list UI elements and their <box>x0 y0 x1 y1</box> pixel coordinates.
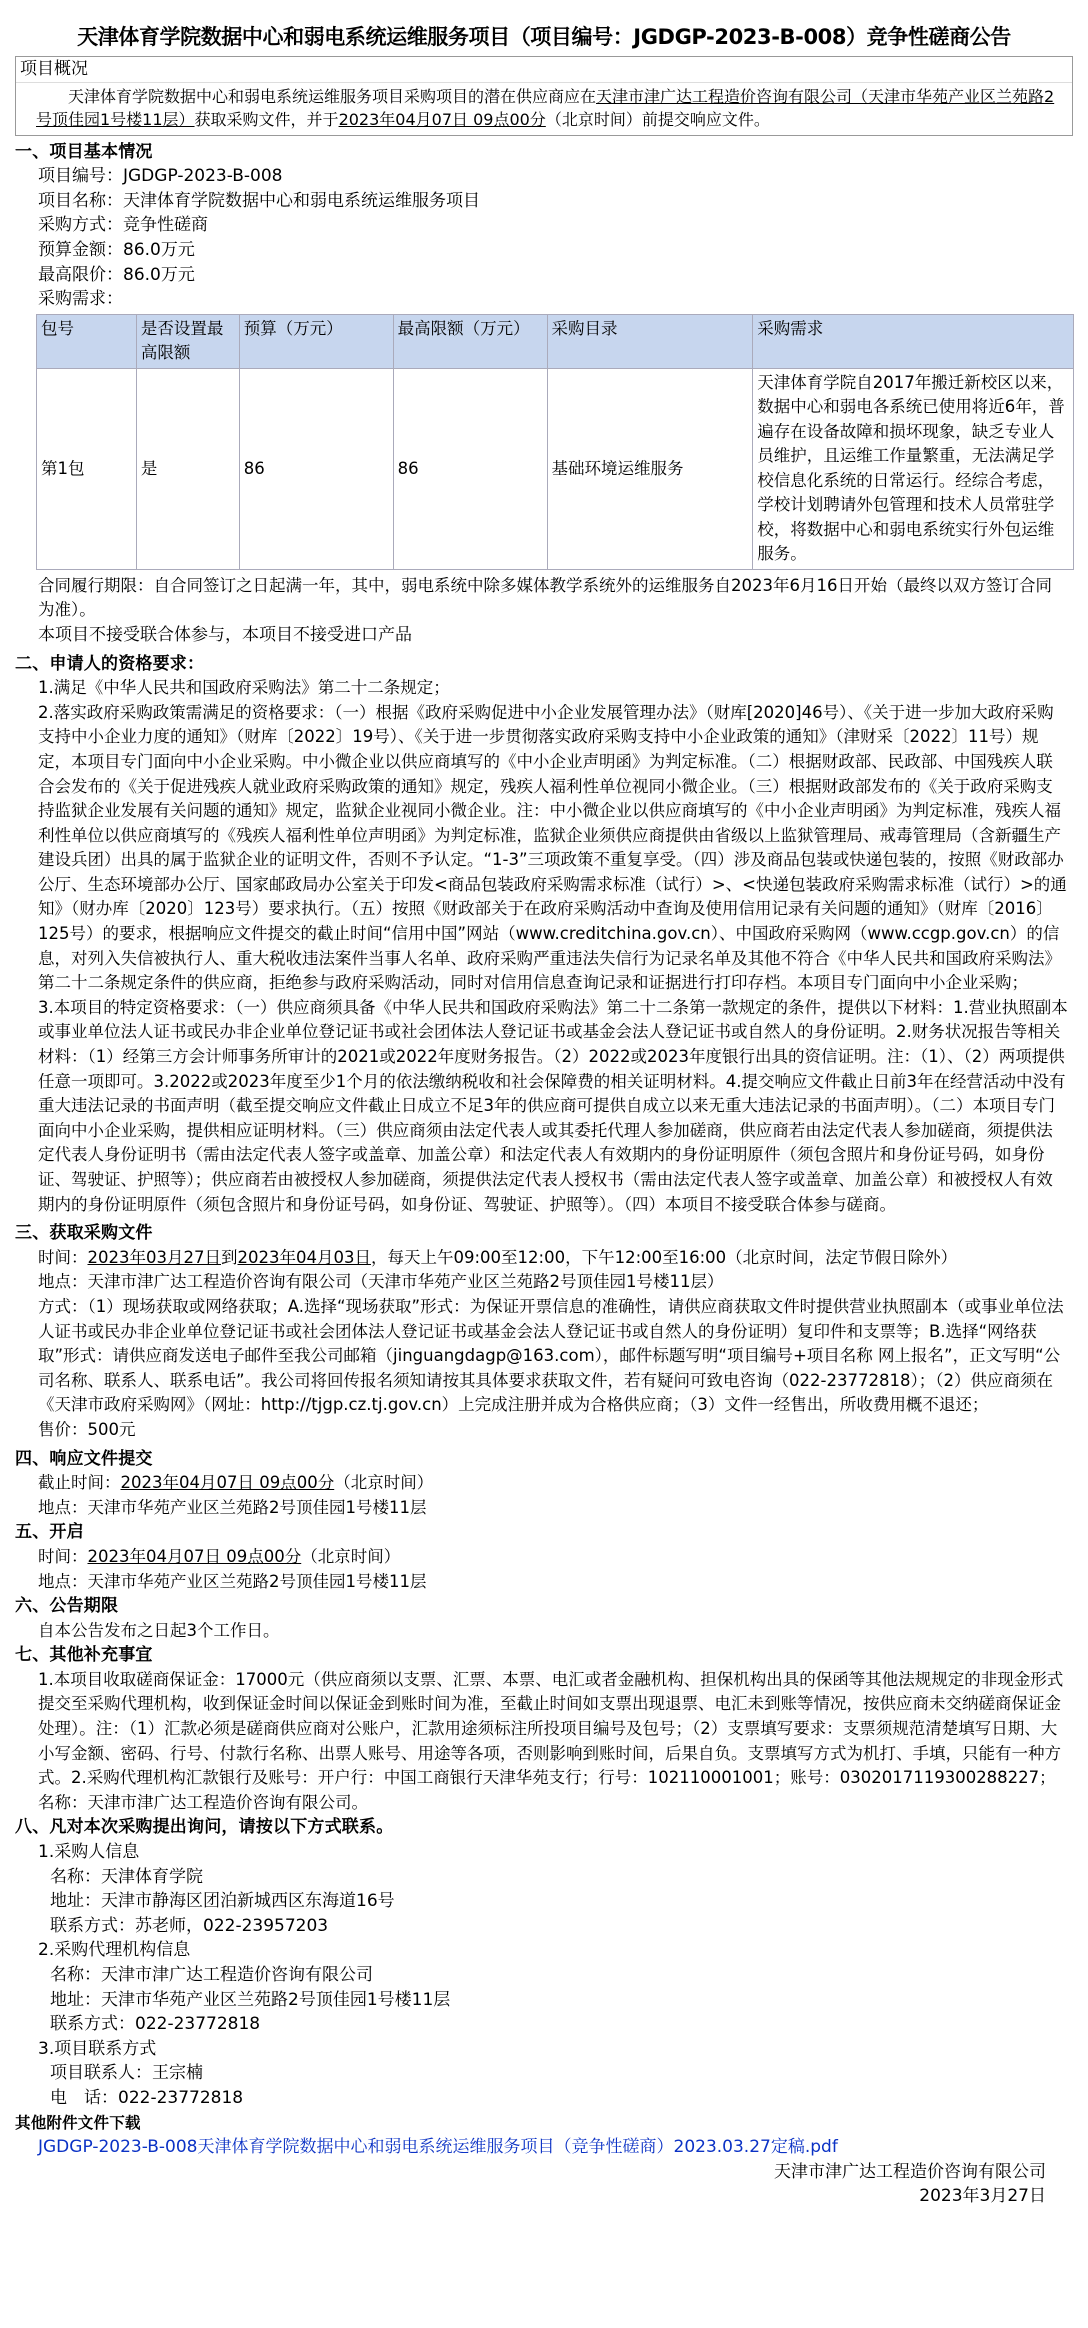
purchaser-address: 地址：天津市静海区团泊新城西区东海道16号 <box>50 1891 395 1912</box>
project-name: 项目名称：天津体育学院数据中心和弱电系统运维服务项目 <box>38 190 480 211</box>
attachments-heading: 其他附件文件下载 <box>15 2113 141 2132</box>
section-heading-qualification: 二、申请人的资格要求： <box>15 653 205 674</box>
obtain-time-to: 到 <box>220 1247 238 1267</box>
signature-org: 天津市津广达工程造价咨询有限公司 <box>774 2161 1046 2182</box>
contract-period: 合同履行期限：自合同签订之日起满一年，其中，弱电系统中除多媒体教学系统外的运维服务自2023年6月16日开始（最终以双方签订合同为准）。 <box>38 575 1052 620</box>
overview-deadline: 2023年04月07日 09点00分 <box>338 109 546 129</box>
section-heading-period: 六、公告期限 <box>15 1596 119 1617</box>
document-price: 售价：500元 <box>38 1419 136 1439</box>
section-heading-contact: 八、凡对本次采购提出询问，请按以下方式联系。 <box>15 1817 394 1838</box>
agency-contact: 联系方式：022-23772818 <box>50 2014 261 2035</box>
overview-text-e: （北京时间）前提交响应文件。 <box>545 109 770 129</box>
submission-deadline-suffix: （北京时间） <box>334 1473 434 1493</box>
attachment-download-link[interactable]: JGDGP-2023-B-008天津体育学院数据中心和弱电系统运维服务项目（竞争性磋商）2023.03.27定稿.pdf <box>38 2137 838 2158</box>
opening-time <box>0 1545 1088 1570</box>
obtain-time-start: 2023年03月27日 <box>87 1247 221 1267</box>
column-header: 采购需求 <box>753 314 1074 368</box>
column-header: 包号 <box>37 314 137 368</box>
obtain-time-end: 2023年04月03日 <box>237 1247 371 1267</box>
submission-deadline-label: 截止时间： <box>38 1473 121 1493</box>
requirements-table <box>36 314 1074 570</box>
project-overview-box <box>15 56 1073 136</box>
agency-info-title: 2.采购代理机构信息 <box>38 1940 191 1961</box>
opening-time-label: 时间： <box>38 1546 88 1566</box>
obtain-method: 方式：（1）现场获取或网络获取；A.选择“现场获取”形式：为保证开票信息的准确性，请供应商获取文件时提供营业执照副本（或事业单位法人证书或民办非企业单位登记证书或社会团体法人登记证书或基金会法人登记证书或自然人的身份证明）复印件和支票等；B.选择“网络获取”形式：请供应商发送电子邮件至我公司邮箱（jinguangdagp@163.com），邮件标题写明“项目编号+项目名称 网上报名”，正文写明“公司名称、联系人、联系电话”。我公司将回传报名须知请按其具体要求获取文件，若有疑问可致电咨询（022-23772818）；（2）供应商须在《天津市政府采购网》（网址：http://tjgp.cz.tj.gov.cn）上完成注册并成为合格供应商；（3）文件一经售出，所收费用概不退还； <box>38 1296 1064 1415</box>
table-cell: 基础环境运维服务 <box>547 368 753 569</box>
section-heading-basic-info: 一、项目基本情况 <box>15 141 153 162</box>
announcement-period: 自本公告发布之日起3个工作日。 <box>38 1620 280 1640</box>
opening-place: 地点：天津市华苑产业区兰苑路2号顶佳园1号楼11层 <box>38 1571 427 1591</box>
agency-address: 地址：天津市华苑产业区兰苑路2号顶佳园1号楼11层 <box>50 1989 451 2010</box>
procurement-needs-label: 采购需求： <box>38 289 123 310</box>
section-heading-obtain-docs: 三、获取采购文件 <box>15 1223 153 1244</box>
qualification-p3: 3.本项目的特定资格要求：（一）供应商须具备《中华人民共和国政府采购法》第二十二条第一款规定的条件，提供以下材料：1.营业执照副本或事业单位法人证书或民办非企业单位登记证书或社会团体法人登记证书或基金会法人登记证书或自然人的身份证明。2.财务状况报告等相关材料：（1）经第三方会计师事务所审计的2021或2022年度财务报告。（2）2022或2023年度银行出具的资信证明。注：（1）、（2）两项提供任意一项即可。3.2022或2023年度至少1个月的依法缴纳税收和社会保障费的相关证明材料。4.提交响应文件截止日前3年在经营活动中没有重大违法记录的书面声明（截至提交响应文件截止日成立不足3年的供应商可提供自成立以来无重大违法记录的书面声明）。（二）本项目专门面向中小企业采购，提供相应证明材料。（三）供应商须由法定代表人或其委托代理人参加磋商，供应商若由法定代表人参加磋商，须提供法定代表人身份证明书（需由法定代表人签字或盖章、加盖公章）和法定代表人有效期内的身份证明原件（须包含照片和身份证号码，如身份证、驾驶证、护照等）；供应商若由被授权人参加磋商，须提供法定代表人授权书（需由法定代表人签字或盖章、加盖公章）和被授权人有效期内的身份证明原件（须包含照片和身份证号码，如身份证、驾驶证、护照等）。（四）本项目不接受联合体参与磋商。 <box>38 997 1068 1214</box>
section-heading-submission: 四、响应文件提交 <box>15 1448 153 1469</box>
overview-label: 项目概况 <box>16 57 1072 83</box>
procurement-method: 采购方式：竞争性磋商 <box>38 215 208 236</box>
overview-text-c: 获取采购文件，并于 <box>194 109 339 129</box>
purchaser-contact: 联系方式：苏老师，022-23957203 <box>50 1915 329 1936</box>
column-header: 采购目录 <box>547 314 753 368</box>
submission-place: 地点：天津市华苑产业区兰苑路2号顶佳园1号楼11层 <box>38 1497 427 1517</box>
purchaser-name: 名称：天津体育学院 <box>50 1866 203 1887</box>
obtain-place: 地点：天津市津广达工程造价咨询有限公司（天津市华苑产业区兰苑路2号顶佳园1号楼11层） <box>38 1272 724 1292</box>
obtain-time <box>0 1246 1088 1271</box>
table-cell: 86 <box>393 368 547 569</box>
table-cell: 是 <box>136 368 239 569</box>
obtain-time-rest: ，每天上午09:00至12:00，下午12:00至16:00（北京时间，法定节假日除外） <box>370 1247 958 1267</box>
budget-amount: 预算金额：86.0万元 <box>38 239 195 260</box>
table-cell: 天津体育学院自2017年搬迁新校区以来，数据中心和弱电各系统已使用将近6年，普遍存在设备故障和损坏现象，缺乏专业人员维护，且运维工作量繁重，无法满足学校信息化系统的日常运行。经综合考虑，学校计划聘请外包管理和技术人员常驻学校，将数据中心和弱电系统实行外包运维服务。 <box>753 368 1074 569</box>
signature-date: 2023年3月27日 <box>919 2185 1046 2206</box>
opening-time-suffix: （北京时间） <box>301 1546 401 1566</box>
page-title: 天津体育学院数据中心和弱电系统运维服务项目（项目编号：JGDGP-2023-B-008）竞争性磋商公告 <box>77 25 1011 49</box>
submission-deadline-value: 2023年04月07日 09点00分 <box>120 1473 335 1493</box>
project-contact-person: 项目联系人：王宗楠 <box>50 2063 203 2084</box>
consortium-note: 本项目不接受联合体参与，本项目不接受进口产品 <box>38 624 412 645</box>
table-row <box>37 368 1074 569</box>
project-contact-title: 3.项目联系方式 <box>38 2038 157 2059</box>
opening-time-value: 2023年04月07日 09点00分 <box>87 1546 302 1566</box>
column-header: 预算（万元） <box>239 314 393 368</box>
agency-name: 名称：天津市津广达工程造价咨询有限公司 <box>50 1965 373 1985</box>
table-cell: 86 <box>239 368 393 569</box>
purchaser-info-title: 1.采购人信息 <box>38 1842 140 1863</box>
qualification-p2: 2.落实政府采购政策需满足的资格要求：（一）根据《政府采购促进中小企业发展管理办法》（财库[2020]46号）、《关于进一步加大政府采购支持中小企业力度的通知》（财库〔2022〕19号）、《关于进一步贯彻落实政府采购支持中小企业政策的通知》（津财采〔2022〕11号）规定，本项目专门面向中小企业采购。中小微企业以供应商填写的《中小企业声明函》为判定标准。（二）根据财政部、民政部、中国残疾人联合会发布的《关于促进残疾人就业政府采购政策的通知》规定，残疾人福利性单位视同小微企业。（三）根据财政部发布的《关于政府采购支持监狱企业发展有关问题的通知》规定，监狱企业视同小微企业。注：中小微企业以供应商填写的《中小企业声明函》为判定标准，残疾人福利性单位以供应商填写的《残疾人福利性单位声明函》为判定标准，监狱企业须供应商提供由省级以上监狱管理局、戒毒管理局（含新疆生产建设兵团）出具的属于监狱企业的证明文件，否则不予认定。“1-3”三项政策不重复享受。（四）涉及商品包装或快递包装的，按照《财政部办公厅、生态环境部办公厅、国家邮政局办公室关于印发<商品包装政府采购需求标准（试行）>、<快递包装政府采购需求标准（试行）>的通知》（财办库〔2020〕123号）要求执行。（五）按照《财政部关于在政府采购活动中查询及使用信用记录有关问题的通知》（财库〔2016〕125号）的要求，根据响应文件提交的截止时间“信用中国”网站（www.creditchina.gov.cn）、中国政府采购网（www.ccgp.gov.cn）的信息，对列入失信被执行人、重大税收违法案件当事人名单、政府采购严重违法失信行为记录名单及其他不符合《中华人民共和国政府采购法》第二十二条规定条件的供应商，拒绝参与政府采购活动，同时对信用信息查询记录和证据进行打印存档。本项目专门面向中小企业采购； <box>38 702 1067 993</box>
section-heading-other: 七、其他补充事宜 <box>15 1645 153 1666</box>
obtain-time-label: 时间： <box>38 1247 88 1267</box>
overview-place: 天津市津广达工程造价咨询有限公司（天津市华苑产业区兰苑路2号顶佳园1号楼11层） <box>36 86 1055 129</box>
overview-text <box>16 83 1072 135</box>
column-header: 最高限额（万元） <box>393 314 547 368</box>
project-number: 项目编号：JGDGP-2023-B-008 <box>38 166 283 187</box>
overview-text-a: 天津体育学院数据中心和弱电系统运维服务项目采购项目的潜在供应商应在 <box>68 86 597 106</box>
submission-deadline <box>0 1471 1088 1496</box>
column-header: 是否设置最高限额 <box>136 314 239 368</box>
other-matters: 1.本项目收取磋商保证金：17000元（供应商须以支票、汇票、本票、电汇或者金融机构、担保机构出具的保函等其他法规规定的非现金形式提交至采购代理机构，收到保证金时间以保证金到账时间为准，至截止时间如支票出现退票、电汇未到账等情况，按供应商未交纳磋商保证金处理）。注：（1）汇款必须是磋商供应商对公账户，汇款用途须标注所投项目编号及包号；（2）支票填写要求：支票须规范清楚填写日期、大小写金额、密码、行号、付款行名称、出票人账号、用途等各项，否则影响到账时间，后果自负。支票填写方式为机打、手填，只能有一种方式。2.采购代理机构汇款银行及账号：开户行：中国工商银行天津华苑支行；行号：102110001001；账号：0302017119300288227；名称：天津市津广达工程造价咨询有限公司。 <box>38 1669 1064 1812</box>
qualification-p1: 1.满足《中华人民共和国政府采购法》第二十二条规定； <box>38 678 450 698</box>
table-cell: 第1包 <box>37 368 137 569</box>
project-contact-phone: 电 话：022-23772818 <box>50 2087 244 2108</box>
max-price: 最高限价：86.0万元 <box>38 264 195 285</box>
section-heading-opening: 五、开启 <box>15 1522 84 1543</box>
table-header-row <box>37 314 1074 368</box>
